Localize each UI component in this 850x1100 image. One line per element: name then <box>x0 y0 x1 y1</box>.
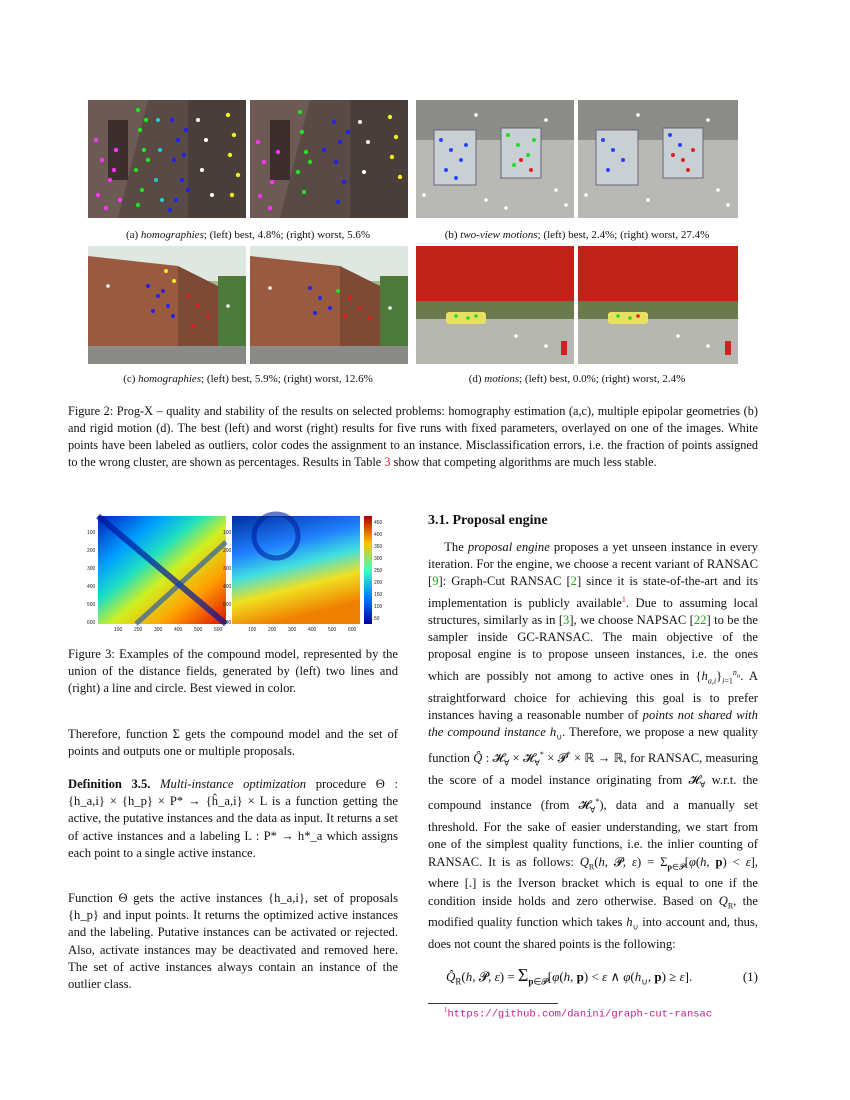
tick-label: 100 <box>87 530 96 536</box>
figure2-image-c-right <box>250 246 408 364</box>
table-ref-link[interactable]: 3 <box>384 455 391 469</box>
tick-label: 250 <box>374 568 383 574</box>
figure3-left-y-ticks <box>87 530 96 626</box>
equation-number: (1) <box>742 969 758 984</box>
tick-label: 150 <box>374 592 383 598</box>
figure3-left-x-ticks <box>114 627 223 633</box>
tick-label: 400 <box>87 584 96 590</box>
tick-label: 400 <box>308 627 317 633</box>
tick-label: 500 <box>194 627 203 633</box>
tick-label: 300 <box>223 566 232 572</box>
figure2-caption: Figure 2: Prog-X – quality and stability of the results on selected problems: homography estimation (a,c), multiple epipolar geometries (b) and rigid motion (d). The best (left) and worst (right) results for five runs with fixed parameters, overlayed on one of the images. White points have been labeled as outliers, color codes the assignment to an instance. Misclassification errors, i.e. the fraction of points assigned to the wrong cluster, are shown as percentages. Results in Table 3 show that competing algorithms are much less stable. <box>68 404 758 469</box>
tick-label: 500 <box>87 602 96 608</box>
figure3-caption: Figure 3: Examples of the compound model, represented by the union of the distance fields, generated by (left) two lines and (right) a line and circle. Best viewed in color. <box>68 647 398 696</box>
tick-label: 200 <box>268 627 277 633</box>
citation-link[interactable]: 22 <box>693 613 707 627</box>
figure2-image-c-left <box>88 246 246 364</box>
subcaption-b: (b) two-view motions; (left) best, 2.4%; (right) worst, 27.4% <box>444 229 710 241</box>
definition-3-5: Definition 3.5. Multi-instance optimization procedure Θ : {h_a,i} × {h_p} × P* → {ĥ_a,i} × L is a function getting the active, the putative instances and the data as input. It returns a set of active instances and a labeling L : P* → h*_a which assigns each point to a single active instance. <box>68 777 398 860</box>
subcaption-c: (c) homographies; (left) best, 5.9%; (right) worst, 12.6% <box>123 373 373 385</box>
tick-label: 450 <box>374 520 383 526</box>
tick-label: 400 <box>374 532 383 538</box>
figure2-image-a-left <box>88 100 246 218</box>
tick-label: 300 <box>154 627 163 633</box>
tick-label: 600 <box>223 620 232 626</box>
colorbar-ticks <box>374 520 383 622</box>
tick-label: 200 <box>374 580 383 586</box>
footnote-link[interactable]: https://github.com/danini/graph-cut-ransac <box>447 1008 713 1021</box>
tick-label: 50 <box>374 616 380 622</box>
figure2-image-b-right <box>578 100 738 218</box>
tick-label: 300 <box>288 627 297 633</box>
tick-label: 100 <box>223 530 232 536</box>
proposal-engine-paragraph: The proposal engine proposes a yet unseen instance in every iteration. For the engine, we choose a recent variant of RANSAC [9]: Graph-Cut RANSAC [2] since it is state-of-the-art and its implementation is publicly available$^1$. Due to assuming local structures, similarly as in [3], we choose NAPSAC [22] to be the sampler inside GC-RANSAC. The main objective of the proposal engine is to propose unseen instances, i.e. the ones which are possibly not among to active ones in $\{h_{a,i}\}_{i=1}^{n_a}$. A straightforward choice for achieving this goal is to prefer instances having a reasonable number of points not shared with the compound instance $h_\cup$. Therefore, we propose a new quality function Q̂ : 𝓗$_\forall$ × 𝓗$_\forall$* × 𝓟* × ℝ → ℝ, for RANSAC, measuring the score of a model instance originating from 𝓗$_\forall$ w.r.t. the compound instance (from 𝓗$_\forall$*), data and a manually set threshold. For the sake of easier understanding, we start from one of the simplest quality functions, i.e. the inlier counting of RANSAC. It is as follows: $Q_R(h$, 𝓟, $\varepsilon) = \Sigma_{p\in 𝓟}[\varphi(h$, p) < ε], where [.] is the Iverson bracket which is equal to one if the condition inside holds and zero otherwise. Based on $Q_R$, the modified quality function which takes $h_\cup$ into account and, thus, does not count the shared points is the following: <box>428 540 759 951</box>
tick-label: 500 <box>328 627 337 633</box>
footnote: $^1$https://github.com/danini/graph-cut-ransac <box>444 1006 713 1021</box>
tick-label: 600 <box>214 627 223 633</box>
section-heading: 3.1. Proposal engine <box>428 513 548 528</box>
tick-label: 200 <box>134 627 143 633</box>
tick-label: 500 <box>223 602 232 608</box>
tick-label: 600 <box>348 627 357 633</box>
citation-link[interactable]: 3 <box>563 613 570 627</box>
tick-label: 400 <box>174 627 183 633</box>
tick-label: 100 <box>114 627 123 633</box>
figure3-right-x-ticks <box>248 627 357 633</box>
left-paragraph-3: Function Θ gets the active instances {h_a,i}, set of proposals {h_p} and input points. It returns the optimized active instances and the labeling. Putative instances can be activated or rejected. Also, activate instances may be deactivated and removed here. The set of active instances always contain an instance of the outlier class. <box>68 891 398 992</box>
tick-label: 350 <box>374 544 383 550</box>
left-paragraph-1: Therefore, function Σ gets the compound model and the set of points and outputs one or multiple proposals. <box>68 727 398 759</box>
figure2-image-b-left <box>416 100 574 218</box>
tick-label: 300 <box>374 556 383 562</box>
tick-label: 100 <box>374 604 383 610</box>
footnote-rule <box>428 1003 558 1004</box>
figure2-image-d-right <box>578 246 738 364</box>
figure2-image-d-left <box>416 246 574 364</box>
citation-link[interactable]: 2 <box>570 574 577 589</box>
tick-label: 400 <box>223 584 232 590</box>
citation-link[interactable]: 9 <box>432 574 439 589</box>
equation-1: $Q̂_R(h$, 𝓟, $\varepsilon) = \Sigma_{p\in 𝓟}[\varphi(h$, p) < ε ∧ $\varphi(h_\cup$, p) ≥ ε]. (1) <box>446 965 758 987</box>
tick-label: 100 <box>248 627 257 633</box>
tick-label: 200 <box>87 548 96 554</box>
figure2-image-a-right <box>250 100 408 218</box>
subcaption-d: (d) motions; (left) best, 0.0%; (right) worst, 2.4% <box>468 373 686 385</box>
subcaption-a: (a) homographies; (left) best, 4.8%; (right) worst, 5.6% <box>125 229 371 241</box>
tick-label: 300 <box>87 566 96 572</box>
figure3-plots <box>86 512 383 634</box>
tick-label: 600 <box>87 620 96 626</box>
tick-label: 200 <box>223 548 232 554</box>
